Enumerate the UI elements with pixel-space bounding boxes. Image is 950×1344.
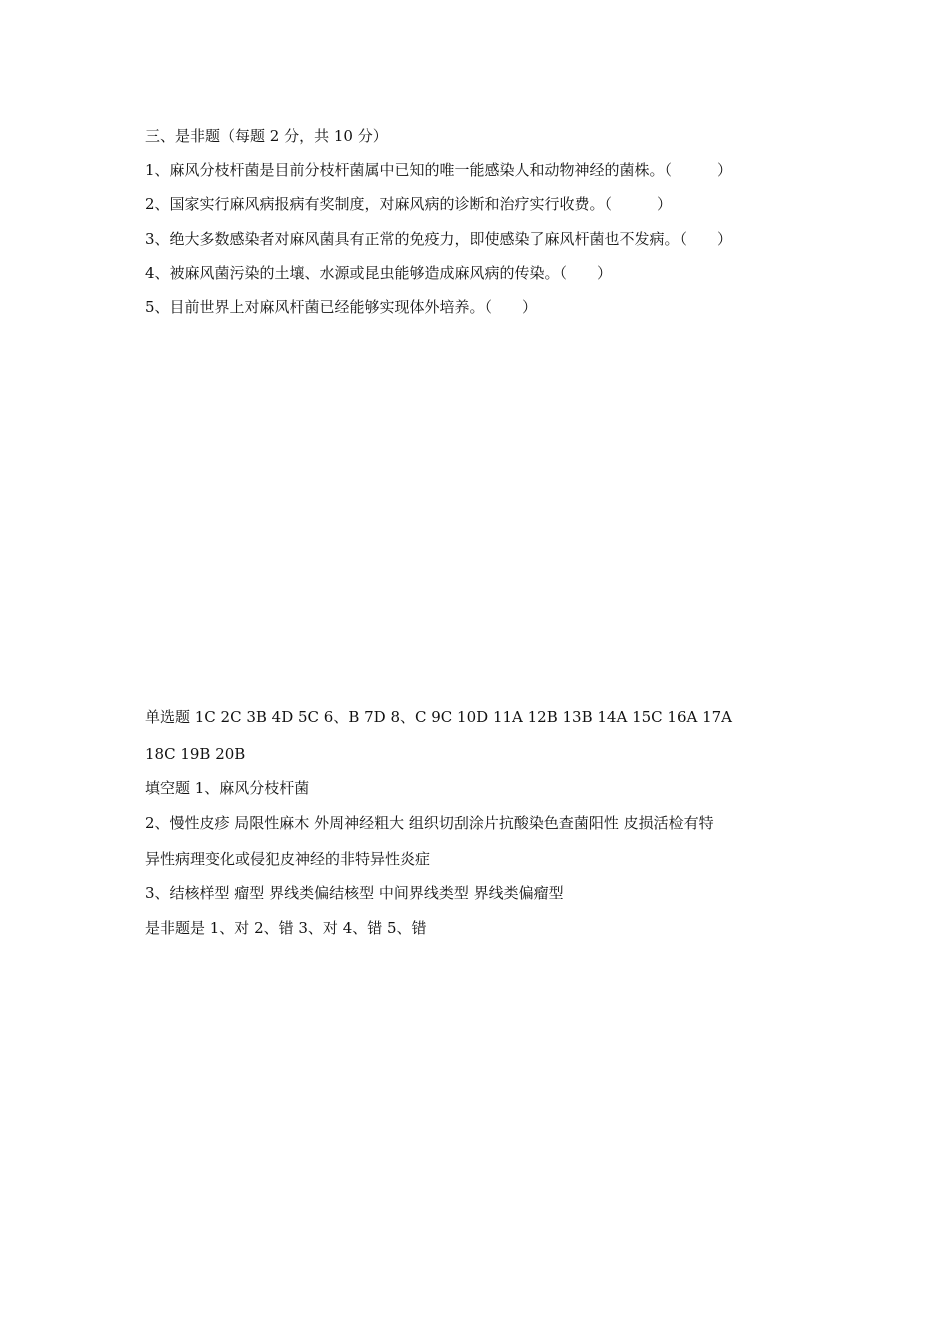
answer-true-false-line: 是非题是 1、对 2、错 3、对 4、错 5、错 bbox=[145, 919, 427, 937]
question-5: 5、目前世界上对麻风杆菌已经能够实现体外培养。（ ） bbox=[145, 298, 538, 316]
answer-fill-blank-line-1: 填空题 1、麻风分枝杆菌 bbox=[145, 779, 310, 797]
question-1: 1、麻风分枝杆菌是目前分枝杆菌属中已知的唯一能感染人和动物神经的菌株。（ ） bbox=[145, 161, 733, 179]
answer-single-choice-line-2: 18C 19B 20B bbox=[145, 745, 246, 763]
question-4: 4、被麻风菌污染的土壤、水源或昆虫能够造成麻风病的传染。（ ） bbox=[145, 264, 613, 282]
section-heading: 三、是非题（每题 2 分，共 10 分） bbox=[145, 127, 388, 145]
answer-fill-blank-line-2a: 2、慢性皮疹 局限性麻木 外周神经粗大 组织切刮涂片抗酸染色查菌阳性 皮损活检有特 bbox=[145, 814, 714, 832]
answer-fill-blank-line-2b: 异性病理变化或侵犯皮神经的非特异性炎症 bbox=[145, 850, 431, 868]
question-2: 2、国家实行麻风病报病有奖制度，对麻风病的诊断和治疗实行收费。（ ） bbox=[145, 195, 673, 213]
question-3: 3、绝大多数感染者对麻风菌具有正常的免疫力，即使感染了麻风杆菌也不发病。（ ） bbox=[145, 230, 733, 248]
answer-fill-blank-line-3: 3、结核样型 瘤型 界线类偏结核型 中间界线类型 界线类偏瘤型 bbox=[145, 884, 564, 902]
answer-single-choice-line-1: 单选题 1C 2C 3B 4D 5C 6、B 7D 8、C 9C 10D 11A 12B 13B 14A 15C 16A 17A bbox=[145, 708, 733, 726]
